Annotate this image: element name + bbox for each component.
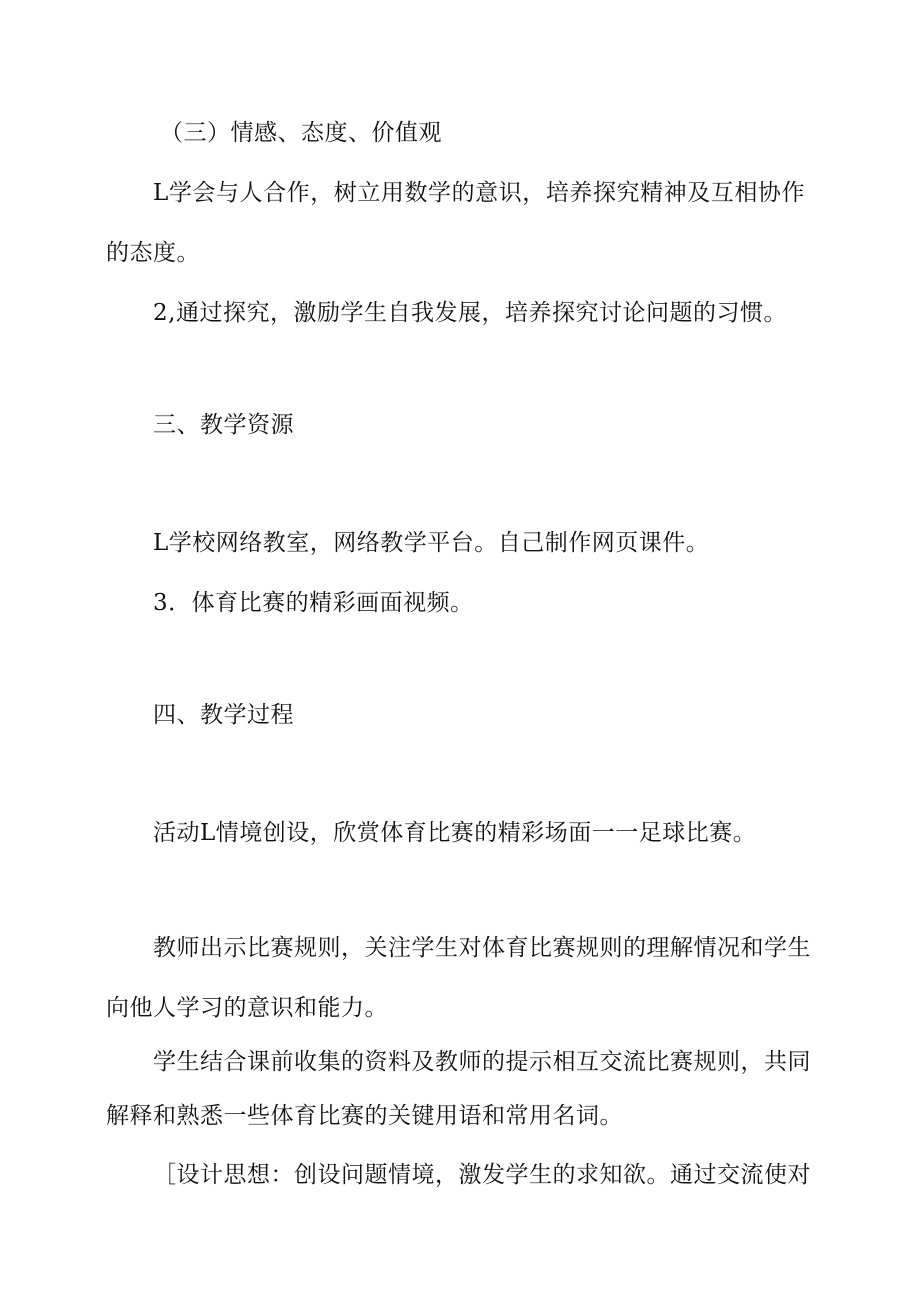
affect-item-1-line-2: 的态度。 [106,240,200,266]
resource-item-2: 3．体育比赛的精彩画面视频。 [153,590,474,616]
teacher-line-1: 教师出示比赛规则，关注学生对体育比赛规则的理解情况和学生 [153,935,811,961]
heading-process: 四、教学过程 [153,702,294,728]
student-line-2: 解释和熟悉一些体育比赛的关键用语和常用名词。 [106,1103,623,1129]
design-line-1: ［设计思想：创设问题情境，激发学生的求知欲。通过交流使对 [153,1162,811,1188]
affect-item-2: 2,通过探究，激励学生自我发展，培养探究讨论问题的习惯。 [153,300,787,326]
teacher-line-2: 向他人学习的意识和能力。 [106,995,388,1021]
resource-item-1: L学校网络教室，网络教学平台。自己制作网页课件。 [153,530,710,556]
heading-resources: 三、教学资源 [153,412,294,438]
activity-1: 活动L情境创设，欣赏体育比赛的精彩场面一一足球比赛。 [153,820,757,846]
affect-item-1-line-1: L学会与人合作，树立用数学的意识，培养探究精神及互相协作 [153,180,805,206]
subheading-affect: （三）情感、态度、价值观 [160,120,442,146]
student-line-1: 学生结合课前收集的资料及教师的提示相互交流比赛规则，共同 [153,1049,811,1075]
